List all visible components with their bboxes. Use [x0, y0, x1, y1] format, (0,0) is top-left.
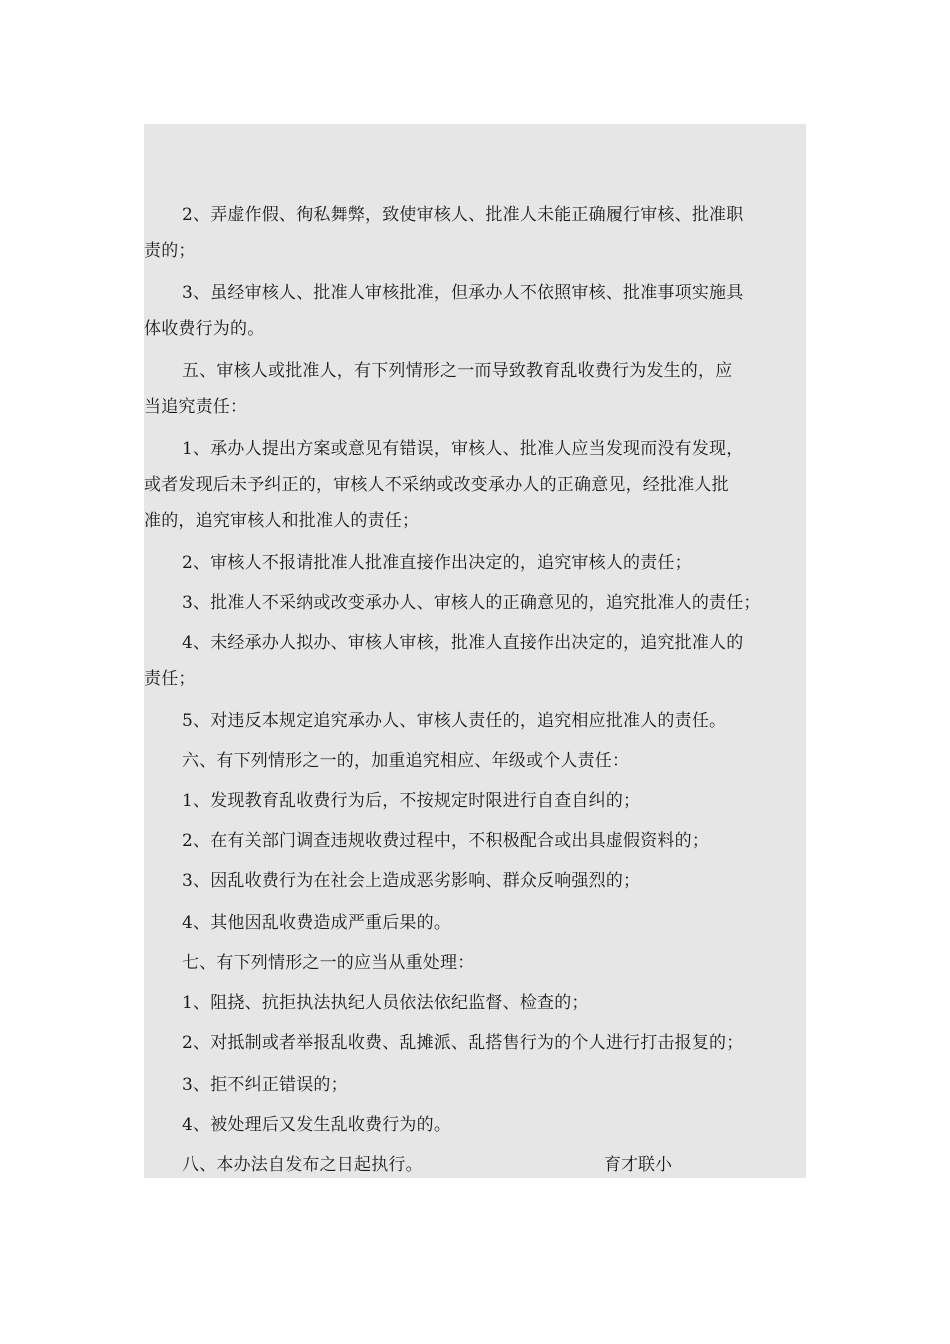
text-line: 八、本办法自发布之日起执行。: [182, 1155, 423, 1175]
text-line: 5、对违反本规定追究承办人、审核人责任的，追究相应批准人的责任。: [182, 711, 727, 731]
text-line: 2、在有关部门调查违规收费过程中，不积极配合或出具虚假资料的；: [182, 831, 710, 851]
text-line: 或者发现后未予纠正的，审核人不采纳或改变承办人的正确意见，经批准人批: [144, 475, 729, 495]
text-line: 2、对抵制或者举报乱收费、乱摊派、乱搭售行为的个人进行打击报复的；: [182, 1033, 744, 1053]
text-line: 五、审核人或批准人，有下列情形之一而导致教育乱收费行为发生的，应: [182, 361, 733, 381]
text-line: 体收费行为的。: [144, 319, 265, 339]
text-line: 1、阻挠、抗拒执法执纪人员依法依纪监督、检查的；: [182, 993, 589, 1013]
text-line: 2、弄虚作假、徇私舞弊，致使审核人、批准人未能正确履行审核、批准职: [182, 205, 744, 225]
text-line: 1、承办人提出方案或意见有错误，审核人、批准人应当发现而没有发现，: [182, 439, 744, 459]
text-line: 六、有下列情形之一的，加重追究相应、年级或个人责任：: [182, 751, 630, 771]
text-line: 当追究责任：: [144, 397, 248, 417]
text-line: 责任；: [144, 669, 196, 689]
text-line: 3、因乱收费行为在社会上造成恶劣影响、群众反响强烈的；: [182, 871, 641, 891]
text-line: 4、未经承办人拟办、审核人审核，批准人直接作出决定的，追究批准人的: [182, 633, 744, 653]
text-line: 3、虽经审核人、批准人审核批准，但承办人不依照审核、批准事项实施具: [182, 283, 744, 303]
text-line: 3、拒不纠正错误的；: [182, 1075, 348, 1095]
text-line: 3、批准人不采纳或改变承办人、审核人的正确意见的，追究批准人的责任；: [182, 593, 761, 613]
signature: 育才联小: [604, 1155, 672, 1175]
text-line: 4、其他因乱收费造成严重后果的。: [182, 913, 452, 933]
document-body: [144, 124, 806, 1178]
text-line: 2、审核人不报请批准人批准直接作出决定的，追究审核人的责任；: [182, 553, 692, 573]
text-line: 七、有下列情形之一的应当从重处理：: [182, 953, 475, 973]
text-line: 1、发现教育乱收费行为后，不按规定时限进行自查自纠的；: [182, 791, 641, 811]
text-line: 准的，追究审核人和批准人的责任；: [144, 511, 420, 531]
text-line: 责的；: [144, 241, 196, 261]
text-line: 4、被处理后又发生乱收费行为的。: [182, 1115, 452, 1135]
